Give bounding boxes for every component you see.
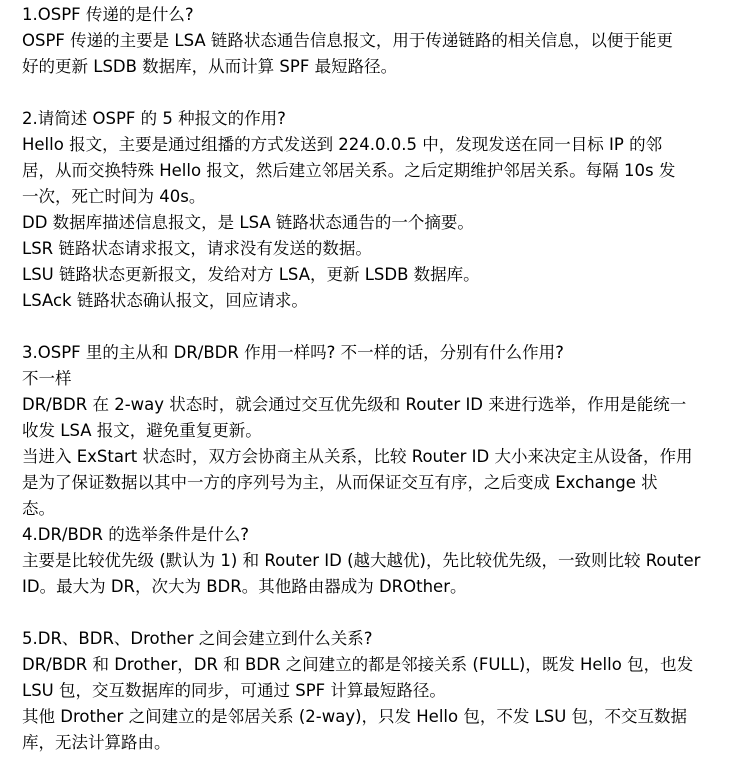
spacer (22, 80, 714, 106)
q2-answer-line-5: LSR 链路状态请求报文，请求没有发送的数据。 (22, 239, 372, 258)
q3-answer-line-2: DR/BDR 在 2-way 状态时，就会通过交互优先级和 Router ID 来进行选举，作用是能统一 (22, 395, 687, 414)
q2-answer-line-4: DD 数据库描述信息报文，是 LSA 链路状态通告的一个摘要。 (22, 213, 474, 232)
q2-answer-line-2: 居，从而交换特殊 Hello 报文，然后建立邻居关系。之后定期维护邻居关系。每隔 10s 发 (22, 161, 676, 180)
q2-answer-line-6: LSU 链路状态更新报文，发给对方 LSA，更新 LSDB 数据库。 (22, 265, 480, 284)
q5-answer-line-2: LSU 包，交互数据库的同步，可通过 SPF 计算最短路径。 (22, 681, 446, 700)
q5-answer-line-4: 库，无法计算路由。 (22, 733, 171, 752)
q3-answer-line-4: 当进入 ExStart 状态时，双方会协商主从关系，比较 Router ID 大小来决定主从设备，作用 (22, 447, 693, 466)
spacer (22, 314, 714, 340)
q2-answer-line-1: Hello 报文，主要是通过组播的方式发送到 224.0.0.5 中，发现发送在同一目标 IP 的邻 (22, 135, 663, 154)
q3-answer-line-1: 不一样 (22, 369, 72, 388)
q3-answer-line-5: 是为了保证数据以其中一方的序列号为主，从而保证交互有序，之后变成 Exchange 状 (22, 473, 658, 492)
q1-answer-line-1: OSPF 传递的主要是 LSA 链路状态通告信息报文，用于传递链路的相关信息，以便于能更 (22, 31, 673, 50)
q4-answer-line-2: ID。最大为 DR，次大为 BDR。其他路由器成为 DROther。 (22, 577, 467, 596)
q3-answer-line-3: 收发 LSA 报文，避免重复更新。 (22, 421, 262, 440)
q5-heading: 5.DR、BDR、Drother 之间会建立到什么关系? (22, 629, 373, 648)
q1-heading: 1.OSPF 传递的是什么? (22, 5, 194, 24)
q3-answer-line-6: 态。 (22, 499, 55, 518)
q1-answer-line-2: 好的更新 LSDB 数据库，从而计算 SPF 最短路径。 (22, 57, 398, 76)
q5-answer-line-3: 其他 Drother 之间建立的是邻居关系 (2-way)，只发 Hello 包，不发 LSU 包，不交互数据 (22, 707, 688, 726)
q2-answer-line-3: 一次，死亡时间为 40s。 (22, 187, 206, 206)
q2-answer-line-7: LSAck 链路状态确认报文，回应请求。 (22, 291, 308, 310)
q2-heading: 2.请简述 OSPF 的 5 种报文的作用? (22, 109, 286, 128)
spacer (22, 600, 714, 626)
q4-answer-line-1: 主要是比较优先级 (默认为 1) 和 Router ID (越大越优)，先比较优先级，一致则比较 Router (22, 551, 701, 570)
q5-answer-line-1: DR/BDR 和 Drother，DR 和 BDR 之间建立的都是邻接关系 (FULL)，既发 Hello 包，也发 (22, 655, 694, 674)
q3-heading: 3.OSPF 里的主从和 DR/BDR 作用一样吗? 不一样的话，分别有什么作用? (22, 343, 564, 362)
q4-heading: 4.DR/BDR 的选举条件是什么? (22, 525, 249, 544)
